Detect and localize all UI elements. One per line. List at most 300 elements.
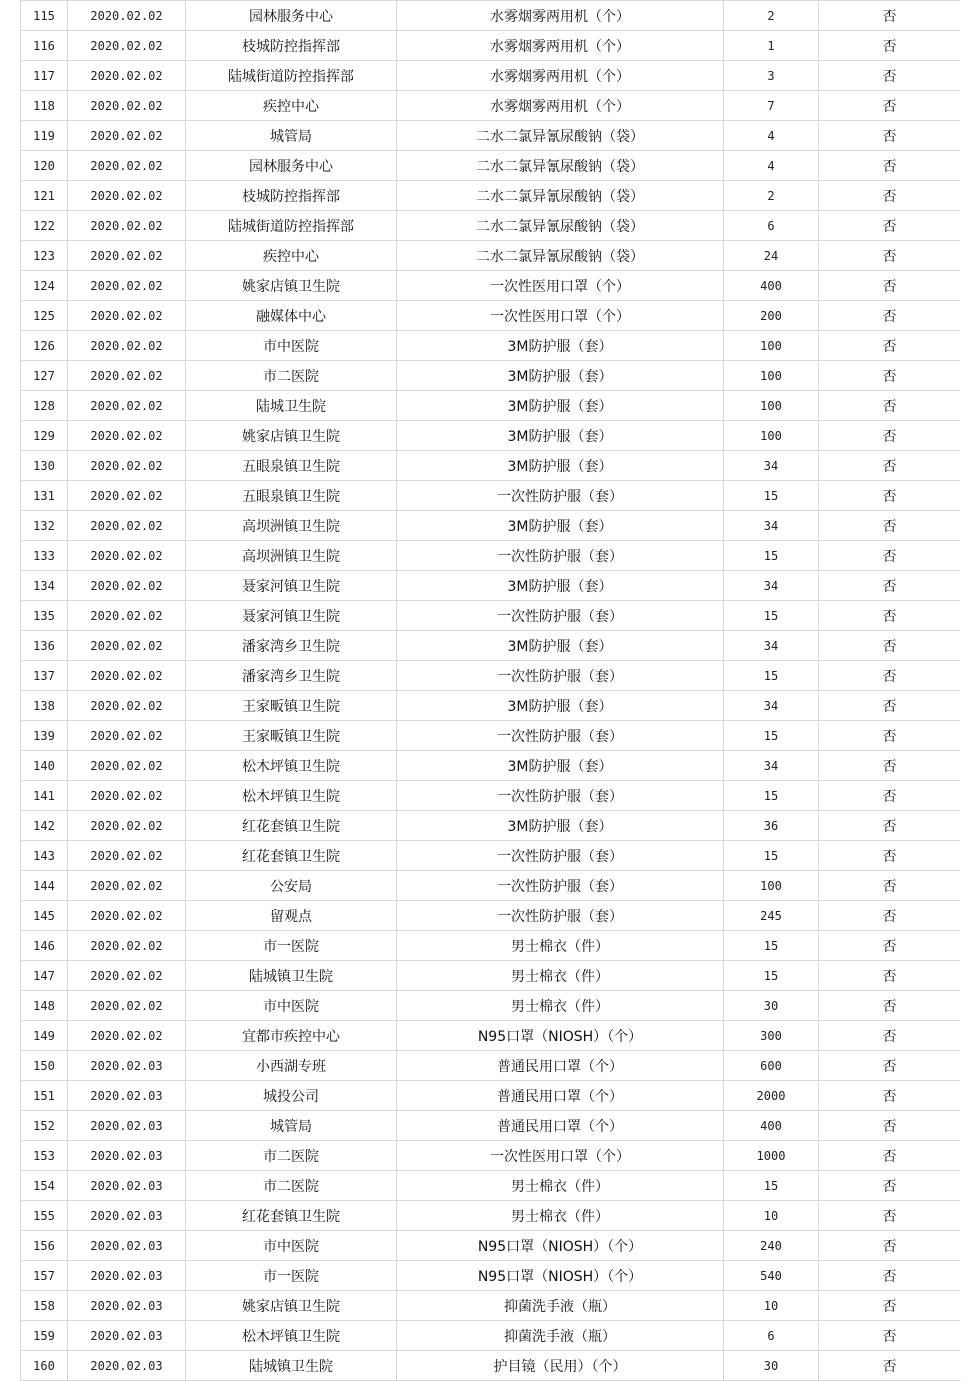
cell-serial-number: 134 [21,571,68,601]
cell-serial-number: 124 [21,271,68,301]
cell-recipient-unit: 高坝洲镇卫生院 [186,541,397,571]
cell-item-name: 护目镜（民用）（个） [397,1351,724,1381]
cell-serial-number: 155 [21,1201,68,1231]
cell-quantity: 34 [724,571,819,601]
cell-serial-number: 147 [21,961,68,991]
cell-item-name: 二水二氯异氰尿酸钠（袋） [397,181,724,211]
cell-recipient-unit: 市二医院 [186,1141,397,1171]
cell-recipient-unit: 王家畈镇卫生院 [186,691,397,721]
table-row [21,211,961,241]
cell-date: 2020.02.02 [68,421,186,451]
table-row [21,361,961,391]
cell-item-name: 抑菌洗手液（瓶） [397,1291,724,1321]
cell-recipient-unit: 姚家店镇卫生院 [186,421,397,451]
cell-quantity: 2 [724,1,819,31]
cell-flag: 否 [819,481,961,511]
table-row [21,181,961,211]
cell-quantity: 34 [724,511,819,541]
cell-item-name: 二水二氯异氰尿酸钠（袋） [397,121,724,151]
table-row [21,781,961,811]
cell-item-name: 普通民用口罩（个） [397,1081,724,1111]
cell-date: 2020.02.02 [68,961,186,991]
cell-serial-number: 117 [21,61,68,91]
cell-recipient-unit: 红花套镇卫生院 [186,1201,397,1231]
cell-serial-number: 132 [21,511,68,541]
table-row [21,961,961,991]
cell-date: 2020.02.03 [68,1081,186,1111]
cell-flag: 否 [819,511,961,541]
cell-serial-number: 122 [21,211,68,241]
cell-quantity: 1000 [724,1141,819,1171]
cell-recipient-unit: 枝城防控指挥部 [186,31,397,61]
cell-date: 2020.02.02 [68,361,186,391]
cell-date: 2020.02.03 [68,1321,186,1351]
cell-item-name: 一次性防护服（套） [397,781,724,811]
cell-quantity: 540 [724,1261,819,1291]
cell-date: 2020.02.02 [68,631,186,661]
cell-serial-number: 126 [21,331,68,361]
table-row [21,241,961,271]
cell-quantity: 245 [724,901,819,931]
cell-flag: 否 [819,1351,961,1381]
cell-serial-number: 136 [21,631,68,661]
cell-date: 2020.02.03 [68,1051,186,1081]
cell-item-name: 一次性医用口罩（个） [397,1141,724,1171]
cell-serial-number: 125 [21,301,68,331]
cell-quantity: 2000 [724,1081,819,1111]
cell-date: 2020.02.02 [68,91,186,121]
cell-recipient-unit: 枝城防控指挥部 [186,181,397,211]
cell-date: 2020.02.03 [68,1201,186,1231]
cell-recipient-unit: 姚家店镇卫生院 [186,271,397,301]
cell-quantity: 15 [724,1171,819,1201]
cell-quantity: 15 [724,661,819,691]
table-row [21,331,961,361]
cell-item-name: N95口罩（NIOSH）（个） [397,1261,724,1291]
cell-recipient-unit: 陆城镇卫生院 [186,1351,397,1381]
page-margin [960,0,980,1380]
cell-date: 2020.02.02 [68,1021,186,1051]
table-row [21,1171,961,1201]
table-row [21,1351,961,1381]
cell-recipient-unit: 园林服务中心 [186,151,397,181]
cell-recipient-unit: 公安局 [186,871,397,901]
table-row [21,571,961,601]
cell-serial-number: 119 [21,121,68,151]
cell-serial-number: 127 [21,361,68,391]
cell-item-name: 一次性防护服（套） [397,481,724,511]
table-row [21,1141,961,1171]
cell-flag: 否 [819,421,961,451]
cell-date: 2020.02.02 [68,151,186,181]
cell-quantity: 10 [724,1291,819,1321]
cell-flag: 否 [819,1141,961,1171]
cell-date: 2020.02.02 [68,661,186,691]
cell-item-name: 一次性医用口罩（个） [397,271,724,301]
cell-quantity: 100 [724,871,819,901]
cell-date: 2020.02.03 [68,1291,186,1321]
table-row [21,511,961,541]
cell-date: 2020.02.02 [68,781,186,811]
cell-quantity: 6 [724,1321,819,1351]
cell-recipient-unit: 融媒体中心 [186,301,397,331]
cell-flag: 否 [819,1081,961,1111]
cell-serial-number: 139 [21,721,68,751]
cell-date: 2020.02.02 [68,601,186,631]
table-row [21,1201,961,1231]
table-row [21,991,961,1021]
cell-quantity: 3 [724,61,819,91]
cell-quantity: 10 [724,1201,819,1231]
cell-item-name: 二水二氯异氰尿酸钠（袋） [397,241,724,271]
cell-quantity: 600 [724,1051,819,1081]
cell-serial-number: 130 [21,451,68,481]
cell-flag: 否 [819,91,961,121]
cell-quantity: 300 [724,1021,819,1051]
cell-quantity: 100 [724,391,819,421]
cell-recipient-unit: 城管局 [186,1111,397,1141]
donation-table [20,0,961,1381]
cell-date: 2020.02.02 [68,331,186,361]
cell-date: 2020.02.02 [68,811,186,841]
cell-recipient-unit: 园林服务中心 [186,1,397,31]
cell-serial-number: 129 [21,421,68,451]
cell-recipient-unit: 聂家河镇卫生院 [186,571,397,601]
table-row [21,1321,961,1351]
cell-flag: 否 [819,211,961,241]
cell-item-name: 二水二氯异氰尿酸钠（袋） [397,151,724,181]
cell-flag: 否 [819,691,961,721]
cell-flag: 否 [819,1111,961,1141]
cell-date: 2020.02.02 [68,901,186,931]
cell-item-name: 男士棉衣（件） [397,961,724,991]
cell-serial-number: 156 [21,1231,68,1261]
cell-flag: 否 [819,811,961,841]
cell-serial-number: 149 [21,1021,68,1051]
cell-item-name: 一次性防护服（套） [397,901,724,931]
cell-flag: 否 [819,1261,961,1291]
cell-flag: 否 [819,601,961,631]
table-row [21,271,961,301]
cell-flag: 否 [819,721,961,751]
cell-date: 2020.02.02 [68,31,186,61]
cell-item-name: 水雾烟雾两用机（个） [397,91,724,121]
cell-quantity: 15 [724,721,819,751]
cell-quantity: 100 [724,331,819,361]
cell-serial-number: 123 [21,241,68,271]
cell-recipient-unit: 五眼泉镇卫生院 [186,481,397,511]
cell-recipient-unit: 小西湖专班 [186,1051,397,1081]
cell-date: 2020.02.03 [68,1351,186,1381]
cell-recipient-unit: 市中医院 [186,331,397,361]
table-row [21,91,961,121]
cell-recipient-unit: 陆城街道防控指挥部 [186,211,397,241]
table-row [21,1081,961,1111]
cell-recipient-unit: 五眼泉镇卫生院 [186,451,397,481]
cell-flag: 否 [819,151,961,181]
cell-flag: 否 [819,271,961,301]
cell-quantity: 24 [724,241,819,271]
cell-quantity: 6 [724,211,819,241]
cell-recipient-unit: 城管局 [186,121,397,151]
cell-quantity: 34 [724,451,819,481]
cell-flag: 否 [819,1,961,31]
cell-quantity: 15 [724,481,819,511]
cell-recipient-unit: 陆城镇卫生院 [186,961,397,991]
cell-flag: 否 [819,301,961,331]
cell-item-name: N95口罩（NIOSH）（个） [397,1021,724,1051]
table-row [21,301,961,331]
cell-item-name: 男士棉衣（件） [397,1201,724,1231]
cell-flag: 否 [819,1171,961,1201]
cell-item-name: 男士棉衣（件） [397,991,724,1021]
cell-item-name: 3M防护服（套） [397,361,724,391]
cell-date: 2020.02.03 [68,1231,186,1261]
cell-quantity: 400 [724,271,819,301]
cell-quantity: 240 [724,1231,819,1261]
table-row [21,451,961,481]
cell-flag: 否 [819,1291,961,1321]
cell-recipient-unit: 市二医院 [186,1171,397,1201]
cell-quantity: 1 [724,31,819,61]
cell-serial-number: 160 [21,1351,68,1381]
cell-item-name: 3M防护服（套） [397,691,724,721]
table-row [21,481,961,511]
cell-quantity: 4 [724,151,819,181]
cell-recipient-unit: 陆城卫生院 [186,391,397,421]
cell-item-name: 3M防护服（套） [397,421,724,451]
cell-item-name: 一次性防护服（套） [397,871,724,901]
cell-quantity: 400 [724,1111,819,1141]
cell-date: 2020.02.03 [68,1141,186,1171]
table-row [21,1111,961,1141]
cell-date: 2020.02.02 [68,241,186,271]
table-row [21,1291,961,1321]
cell-quantity: 4 [724,121,819,151]
cell-item-name: 一次性防护服（套） [397,541,724,571]
cell-item-name: 一次性防护服（套） [397,841,724,871]
table-row [21,541,961,571]
table-row [21,1261,961,1291]
cell-flag: 否 [819,331,961,361]
cell-date: 2020.02.02 [68,211,186,241]
table-row [21,1,961,31]
cell-serial-number: 133 [21,541,68,571]
cell-quantity: 30 [724,1351,819,1381]
cell-flag: 否 [819,1231,961,1261]
cell-date: 2020.02.02 [68,871,186,901]
table-row [21,61,961,91]
table-row [21,901,961,931]
table-row [21,31,961,61]
cell-serial-number: 145 [21,901,68,931]
cell-serial-number: 141 [21,781,68,811]
cell-recipient-unit: 陆城街道防控指挥部 [186,61,397,91]
cell-item-name: 一次性防护服（套） [397,661,724,691]
cell-flag: 否 [819,841,961,871]
cell-date: 2020.02.02 [68,391,186,421]
cell-flag: 否 [819,361,961,391]
table-row [21,841,961,871]
cell-serial-number: 144 [21,871,68,901]
cell-serial-number: 115 [21,1,68,31]
cell-flag: 否 [819,121,961,151]
cell-date: 2020.02.02 [68,721,186,751]
table-row [21,661,961,691]
cell-serial-number: 137 [21,661,68,691]
table-row [21,121,961,151]
cell-quantity: 15 [724,931,819,961]
cell-flag: 否 [819,631,961,661]
cell-item-name: 一次性医用口罩（个） [397,301,724,331]
donation-table-body [21,1,961,1381]
cell-serial-number: 158 [21,1291,68,1321]
cell-serial-number: 146 [21,931,68,961]
cell-quantity: 15 [724,601,819,631]
cell-quantity: 200 [724,301,819,331]
cell-quantity: 34 [724,751,819,781]
cell-quantity: 100 [724,421,819,451]
cell-recipient-unit: 市中医院 [186,991,397,1021]
cell-recipient-unit: 聂家河镇卫生院 [186,601,397,631]
table-row [21,751,961,781]
table-row [21,391,961,421]
cell-recipient-unit: 疾控中心 [186,241,397,271]
cell-flag: 否 [819,871,961,901]
cell-item-name: 水雾烟雾两用机（个） [397,1,724,31]
cell-recipient-unit: 潘家湾乡卫生院 [186,631,397,661]
cell-flag: 否 [819,31,961,61]
cell-date: 2020.02.02 [68,841,186,871]
cell-serial-number: 131 [21,481,68,511]
cell-serial-number: 140 [21,751,68,781]
cell-flag: 否 [819,541,961,571]
cell-date: 2020.02.02 [68,541,186,571]
cell-serial-number: 135 [21,601,68,631]
cell-date: 2020.02.03 [68,1171,186,1201]
cell-item-name: N95口罩（NIOSH）（个） [397,1231,724,1261]
cell-quantity: 100 [724,361,819,391]
cell-serial-number: 138 [21,691,68,721]
cell-flag: 否 [819,1051,961,1081]
cell-date: 2020.02.02 [68,481,186,511]
cell-item-name: 3M防护服（套） [397,451,724,481]
cell-quantity: 36 [724,811,819,841]
cell-item-name: 3M防护服（套） [397,331,724,361]
cell-date: 2020.02.02 [68,121,186,151]
cell-recipient-unit: 留观点 [186,901,397,931]
cell-quantity: 7 [724,91,819,121]
cell-quantity: 15 [724,541,819,571]
cell-flag: 否 [819,751,961,781]
cell-item-name: 二水二氯异氰尿酸钠（袋） [397,211,724,241]
cell-flag: 否 [819,1321,961,1351]
table-row [21,811,961,841]
cell-item-name: 3M防护服（套） [397,751,724,781]
cell-date: 2020.02.02 [68,571,186,601]
cell-item-name: 3M防护服（套） [397,511,724,541]
cell-recipient-unit: 高坝洲镇卫生院 [186,511,397,541]
cell-item-name: 水雾烟雾两用机（个） [397,31,724,61]
cell-item-name: 3M防护服（套） [397,631,724,661]
cell-recipient-unit: 疾控中心 [186,91,397,121]
cell-quantity: 34 [724,691,819,721]
cell-recipient-unit: 潘家湾乡卫生院 [186,661,397,691]
cell-serial-number: 153 [21,1141,68,1171]
cell-item-name: 抑菌洗手液（瓶） [397,1321,724,1351]
cell-recipient-unit: 红花套镇卫生院 [186,811,397,841]
cell-recipient-unit: 红花套镇卫生院 [186,841,397,871]
cell-serial-number: 152 [21,1111,68,1141]
cell-item-name: 男士棉衣（件） [397,1171,724,1201]
cell-recipient-unit: 市二医院 [186,361,397,391]
cell-serial-number: 151 [21,1081,68,1111]
cell-serial-number: 120 [21,151,68,181]
cell-date: 2020.02.02 [68,301,186,331]
cell-flag: 否 [819,781,961,811]
cell-flag: 否 [819,571,961,601]
cell-item-name: 普通民用口罩（个） [397,1111,724,1141]
cell-recipient-unit: 市一医院 [186,931,397,961]
cell-item-name: 普通民用口罩（个） [397,1051,724,1081]
cell-serial-number: 148 [21,991,68,1021]
cell-flag: 否 [819,451,961,481]
table-row [21,1021,961,1051]
cell-quantity: 15 [724,961,819,991]
cell-recipient-unit: 姚家店镇卫生院 [186,1291,397,1321]
cell-date: 2020.02.02 [68,991,186,1021]
table-row [21,1231,961,1261]
cell-flag: 否 [819,931,961,961]
cell-serial-number: 159 [21,1321,68,1351]
cell-recipient-unit: 市一医院 [186,1261,397,1291]
cell-recipient-unit: 松木坪镇卫生院 [186,751,397,781]
donation-table-container [20,0,960,1381]
cell-flag: 否 [819,661,961,691]
cell-flag: 否 [819,991,961,1021]
table-row [21,631,961,661]
cell-item-name: 3M防护服（套） [397,811,724,841]
cell-item-name: 一次性防护服（套） [397,601,724,631]
cell-quantity: 2 [724,181,819,211]
cell-recipient-unit: 松木坪镇卫生院 [186,781,397,811]
cell-item-name: 一次性防护服（套） [397,721,724,751]
cell-date: 2020.02.02 [68,511,186,541]
cell-recipient-unit: 城投公司 [186,1081,397,1111]
cell-recipient-unit: 松木坪镇卫生院 [186,1321,397,1351]
cell-flag: 否 [819,181,961,211]
cell-flag: 否 [819,391,961,421]
cell-serial-number: 143 [21,841,68,871]
table-row [21,1051,961,1081]
cell-serial-number: 116 [21,31,68,61]
cell-date: 2020.02.02 [68,931,186,961]
cell-quantity: 15 [724,781,819,811]
cell-recipient-unit: 市中医院 [186,1231,397,1261]
cell-flag: 否 [819,961,961,991]
cell-serial-number: 118 [21,91,68,121]
cell-serial-number: 142 [21,811,68,841]
cell-quantity: 30 [724,991,819,1021]
cell-date: 2020.02.02 [68,271,186,301]
cell-item-name: 3M防护服（套） [397,571,724,601]
cell-flag: 否 [819,61,961,91]
table-row [21,721,961,751]
cell-quantity: 34 [724,631,819,661]
table-row [21,871,961,901]
cell-date: 2020.02.02 [68,451,186,481]
table-row [21,601,961,631]
